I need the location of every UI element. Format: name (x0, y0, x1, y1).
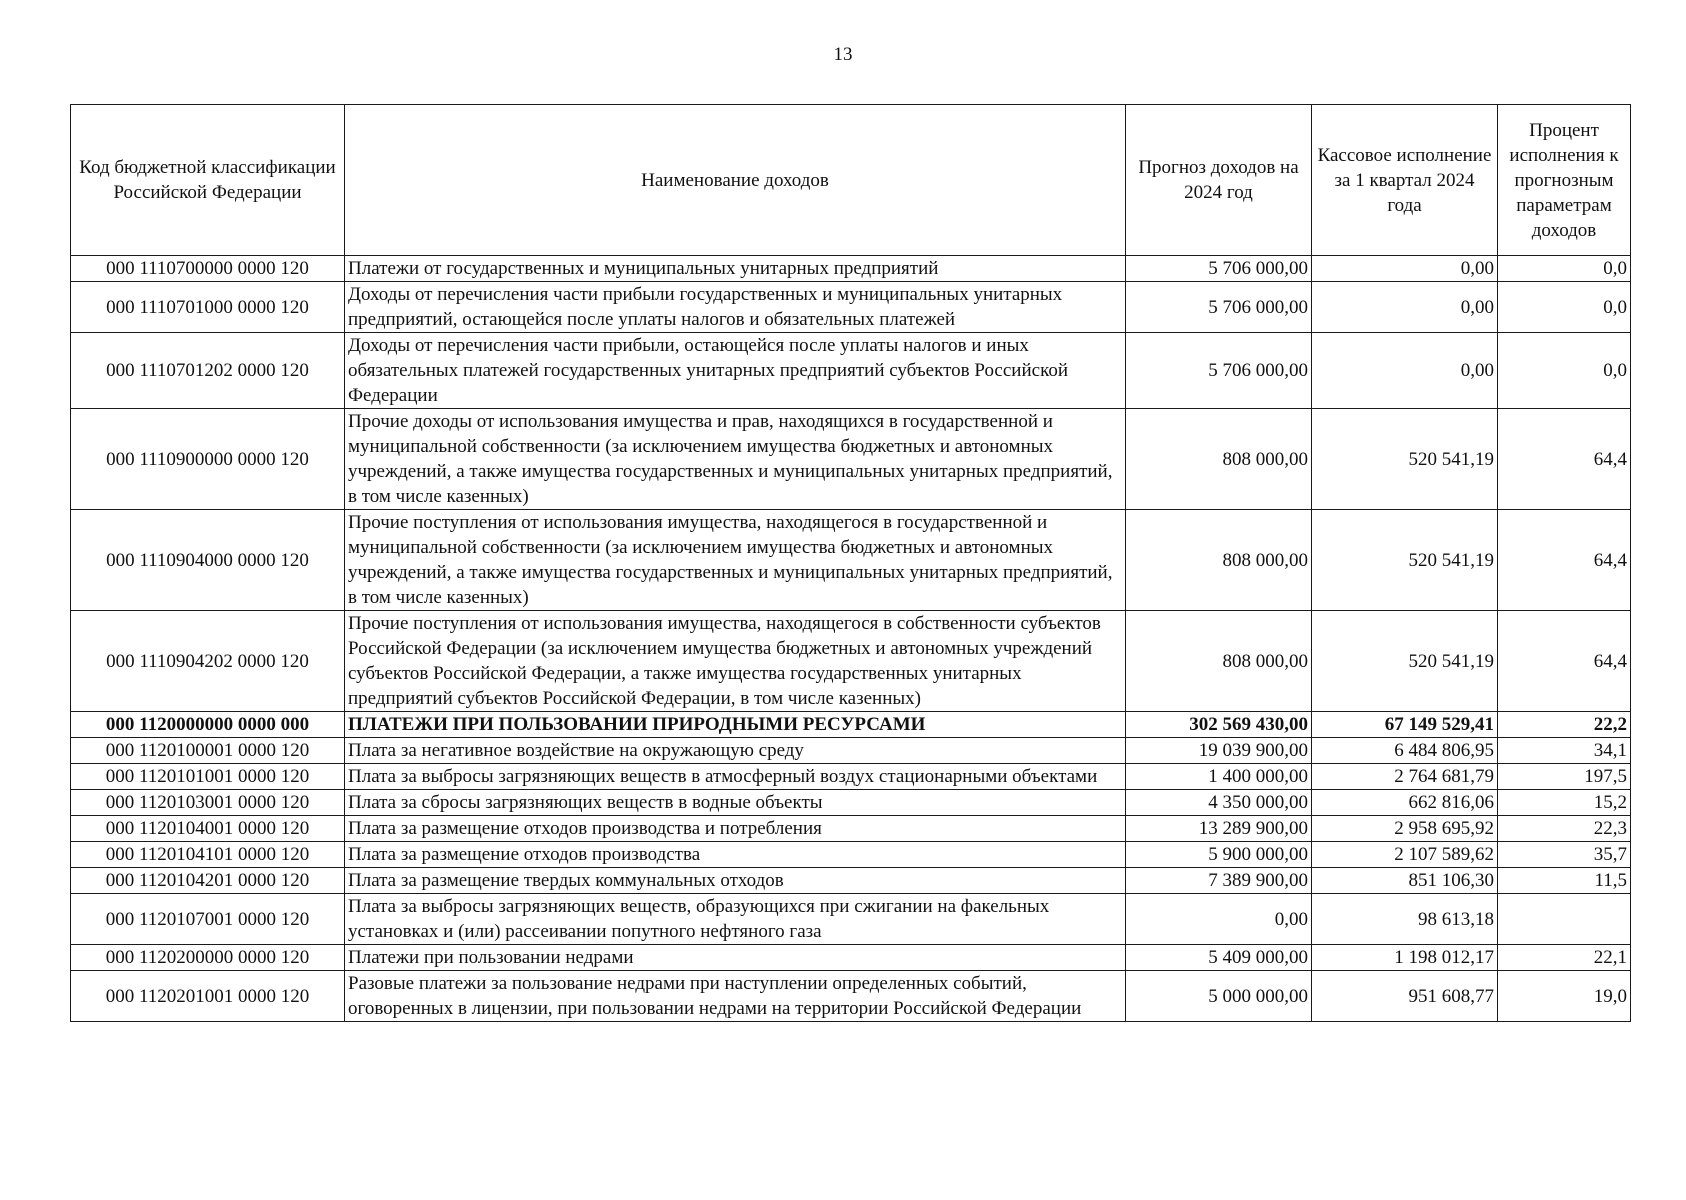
row-name: Доходы от перечисления части прибыли государственных и муниципальных унитарных предприятий, остающейся после уплаты налогов и обязательных платежей (345, 282, 1126, 333)
row-percent (1498, 894, 1631, 945)
row-name: Доходы от перечисления части прибыли, остающейся после уплаты налогов и иных обязательных платежей государственных унитарных предприятий субъектов Российской Федерации (345, 333, 1126, 409)
row-executed: 851 106,30 (1312, 868, 1498, 894)
table-row (71, 510, 1631, 611)
row-code: 000 1120101001 0000 120 (71, 764, 345, 790)
row-percent: 11,5 (1498, 868, 1631, 894)
row-forecast: 5 900 000,00 (1126, 842, 1312, 868)
row-percent: 0,0 (1498, 282, 1631, 333)
row-percent: 0,0 (1498, 256, 1631, 282)
row-percent: 64,4 (1498, 409, 1631, 510)
row-executed: 520 541,19 (1312, 611, 1498, 712)
row-name: Платежи от государственных и муниципальных унитарных предприятий (345, 256, 1126, 282)
table-row (71, 611, 1631, 712)
row-name: Платежи при пользовании недрами (345, 945, 1126, 971)
row-code: 000 1120104101 0000 120 (71, 842, 345, 868)
row-executed: 1 198 012,17 (1312, 945, 1498, 971)
row-code: 000 1120104201 0000 120 (71, 868, 345, 894)
table-row (71, 945, 1631, 971)
row-executed: 0,00 (1312, 256, 1498, 282)
row-percent: 22,3 (1498, 816, 1631, 842)
row-code: 000 1120100001 0000 120 (71, 738, 345, 764)
row-forecast: 7 389 900,00 (1126, 868, 1312, 894)
row-percent: 22,1 (1498, 945, 1631, 971)
row-code: 000 1110904202 0000 120 (71, 611, 345, 712)
row-forecast: 5 706 000,00 (1126, 256, 1312, 282)
row-percent: 64,4 (1498, 611, 1631, 712)
page-number: 13 (833, 44, 853, 65)
row-forecast: 13 289 900,00 (1126, 816, 1312, 842)
row-code: 000 1110701000 0000 120 (71, 282, 345, 333)
row-executed: 98 613,18 (1312, 894, 1498, 945)
header-executed: Кассовое исполнение за 1 квартал 2024 года (1312, 105, 1498, 256)
row-name: Плата за размещение отходов производства (345, 842, 1126, 868)
row-code: 000 1110700000 0000 120 (71, 256, 345, 282)
row-name: Разовые платежи за пользование недрами при наступлении определенных событий, оговоренных в лицензии, при пользовании недрами на территории Российской Федерации (345, 971, 1126, 1022)
row-forecast: 808 000,00 (1126, 409, 1312, 510)
table-row (71, 816, 1631, 842)
row-name: Плата за выбросы загрязняющих веществ, образующихся при сжигании на факельных установках и (или) рассеивании попутного нефтяного газа (345, 894, 1126, 945)
row-percent: 34,1 (1498, 738, 1631, 764)
table-row (71, 790, 1631, 816)
row-forecast: 808 000,00 (1126, 510, 1312, 611)
row-name: Прочие доходы от использования имущества и прав, находящихся в государственной и муниципальной собственности (за исключением имущества бюджетных и автономных учреждений, а также имущества государственных и муниципальных унитарных предприятий, в том числе казенных) (345, 409, 1126, 510)
row-name: ПЛАТЕЖИ ПРИ ПОЛЬЗОВАНИИ ПРИРОДНЫМИ РЕСУРСАМИ (345, 712, 1126, 738)
table-row (71, 409, 1631, 510)
row-executed: 6 484 806,95 (1312, 738, 1498, 764)
row-percent: 19,0 (1498, 971, 1631, 1022)
table-body (71, 256, 1631, 1022)
row-percent: 35,7 (1498, 842, 1631, 868)
row-code: 000 1120000000 0000 000 (71, 712, 345, 738)
row-code: 000 1110904000 0000 120 (71, 510, 345, 611)
row-forecast: 302 569 430,00 (1126, 712, 1312, 738)
row-percent: 0,0 (1498, 333, 1631, 409)
header-code: Код бюджетной классификации Российской Федерации (71, 105, 345, 256)
header-name: Наименование доходов (345, 105, 1126, 256)
row-forecast: 5 000 000,00 (1126, 971, 1312, 1022)
table-row (71, 764, 1631, 790)
table-row (71, 333, 1631, 409)
row-name: Плата за размещение отходов производства и потребления (345, 816, 1126, 842)
row-executed: 2 958 695,92 (1312, 816, 1498, 842)
table-row (71, 282, 1631, 333)
row-code: 000 1120104001 0000 120 (71, 816, 345, 842)
row-forecast: 4 350 000,00 (1126, 790, 1312, 816)
row-code: 000 1110900000 0000 120 (71, 409, 345, 510)
row-name: Плата за выбросы загрязняющих веществ в атмосферный воздух стационарными объектами (345, 764, 1126, 790)
row-percent: 15,2 (1498, 790, 1631, 816)
row-forecast: 5 706 000,00 (1126, 282, 1312, 333)
row-code: 000 1120200000 0000 120 (71, 945, 345, 971)
row-executed: 67 149 529,41 (1312, 712, 1498, 738)
row-executed: 520 541,19 (1312, 510, 1498, 611)
row-executed: 951 608,77 (1312, 971, 1498, 1022)
revenue-table (70, 104, 1631, 1022)
row-percent: 64,4 (1498, 510, 1631, 611)
row-executed: 0,00 (1312, 282, 1498, 333)
table-row (71, 842, 1631, 868)
row-forecast: 808 000,00 (1126, 611, 1312, 712)
row-forecast: 0,00 (1126, 894, 1312, 945)
row-executed: 0,00 (1312, 333, 1498, 409)
row-forecast: 5 706 000,00 (1126, 333, 1312, 409)
row-percent: 197,5 (1498, 764, 1631, 790)
table-row (71, 868, 1631, 894)
row-executed: 520 541,19 (1312, 409, 1498, 510)
row-name: Плата за сбросы загрязняющих веществ в водные объекты (345, 790, 1126, 816)
row-forecast: 5 409 000,00 (1126, 945, 1312, 971)
table-row (71, 256, 1631, 282)
row-code: 000 1120201001 0000 120 (71, 971, 345, 1022)
row-executed: 2 107 589,62 (1312, 842, 1498, 868)
table-row (71, 738, 1631, 764)
row-name: Прочие поступления от использования имущества, находящегося в собственности субъектов Российской Федерации (за исключением имущества бюджетных и автономных учреждений субъектов Российской Федерации, а также имущества государственных унитарных предприятий субъектов Российской Федерации, в том числе казенных) (345, 611, 1126, 712)
row-code: 000 1120103001 0000 120 (71, 790, 345, 816)
header-forecast: Прогноз доходов на 2024 год (1126, 105, 1312, 256)
header-percent: Процент исполнения к прогнозным параметрам доходов (1498, 105, 1631, 256)
row-forecast: 19 039 900,00 (1126, 738, 1312, 764)
table-row (71, 712, 1631, 738)
row-name: Плата за негативное воздействие на окружающую среду (345, 738, 1126, 764)
row-percent: 22,2 (1498, 712, 1631, 738)
table-row (71, 971, 1631, 1022)
row-name: Плата за размещение твердых коммунальных отходов (345, 868, 1126, 894)
row-executed: 662 816,06 (1312, 790, 1498, 816)
row-executed: 2 764 681,79 (1312, 764, 1498, 790)
row-name: Прочие поступления от использования имущества, находящегося в государственной и муниципальной собственности (за исключением имущества бюджетных и автономных учреждений, а также имущества государственных и муниципальных унитарных предприятий, в том числе казенных) (345, 510, 1126, 611)
row-code: 000 1110701202 0000 120 (71, 333, 345, 409)
row-code: 000 1120107001 0000 120 (71, 894, 345, 945)
row-forecast: 1 400 000,00 (1126, 764, 1312, 790)
table-header-row (71, 105, 1631, 256)
table-row (71, 894, 1631, 945)
